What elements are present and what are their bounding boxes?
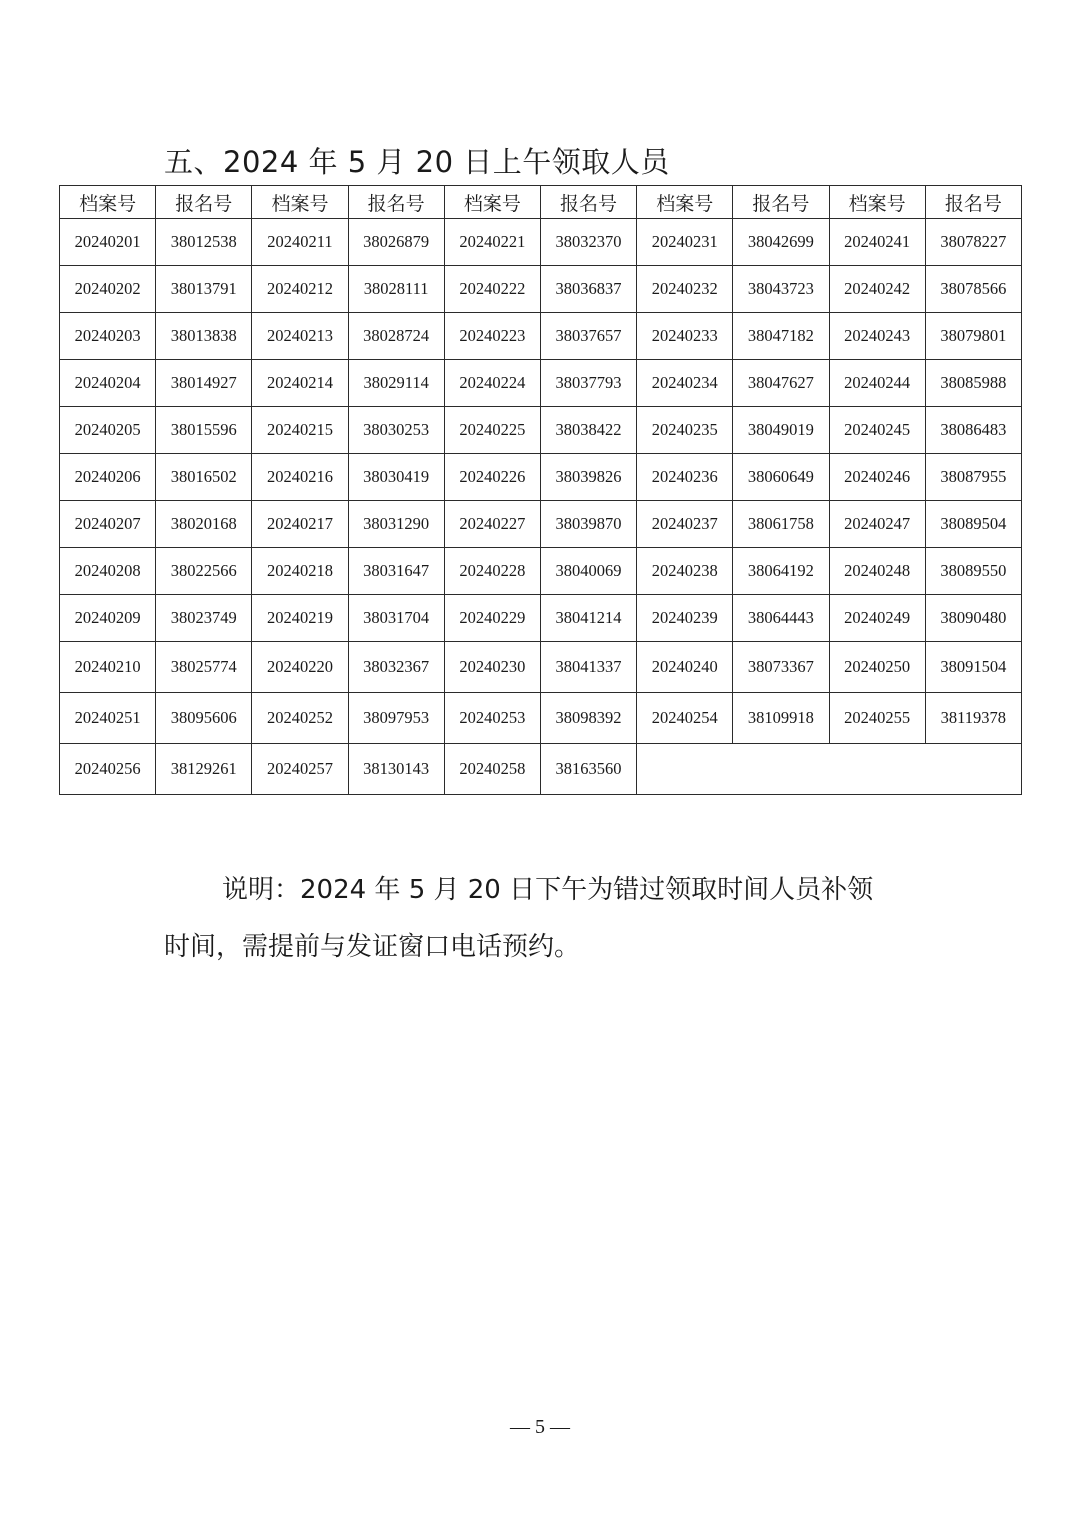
roster-table [59, 185, 1022, 795]
registration-number-cell: 38032367 [348, 642, 444, 693]
column-header: 报名号 [156, 186, 252, 219]
table-body [60, 219, 1022, 795]
file-number-cell: 20240208 [60, 548, 156, 595]
registration-number-cell: 38061758 [733, 501, 829, 548]
registration-number-cell: 38130143 [348, 744, 444, 795]
registration-number-cell: 38064192 [733, 548, 829, 595]
column-header: 报名号 [348, 186, 444, 219]
file-number-cell: 20240204 [60, 360, 156, 407]
registration-number-cell: 38086483 [925, 407, 1021, 454]
registration-number-cell: 38109918 [733, 693, 829, 744]
file-number-cell: 20240258 [444, 744, 540, 795]
table-row [60, 501, 1022, 548]
column-header: 档案号 [829, 186, 925, 219]
registration-number-cell: 38013838 [156, 313, 252, 360]
registration-number-cell: 38090480 [925, 595, 1021, 642]
registration-number-cell: 38022566 [156, 548, 252, 595]
registration-number-cell: 38042699 [733, 219, 829, 266]
column-header: 报名号 [733, 186, 829, 219]
table-header-row [60, 186, 1022, 219]
file-number-cell: 20240243 [829, 313, 925, 360]
column-header: 档案号 [444, 186, 540, 219]
registration-number-cell: 38030253 [348, 407, 444, 454]
file-number-cell: 20240237 [637, 501, 733, 548]
file-number-cell: 20240226 [444, 454, 540, 501]
file-number-cell: 20240238 [637, 548, 733, 595]
file-number-cell: 20240255 [829, 693, 925, 744]
registration-number-cell: 38026879 [348, 219, 444, 266]
table-row [60, 693, 1022, 744]
registration-number-cell: 38013791 [156, 266, 252, 313]
file-number-cell: 20240242 [829, 266, 925, 313]
file-number-cell: 20240225 [444, 407, 540, 454]
registration-number-cell: 38078227 [925, 219, 1021, 266]
file-number-cell: 20240206 [60, 454, 156, 501]
registration-number-cell: 38163560 [540, 744, 636, 795]
file-number-cell: 20240210 [60, 642, 156, 693]
registration-number-cell: 38031290 [348, 501, 444, 548]
file-number-cell: 20240253 [444, 693, 540, 744]
file-number-cell: 20240207 [60, 501, 156, 548]
registration-number-cell: 38098392 [540, 693, 636, 744]
file-number-cell: 20240248 [829, 548, 925, 595]
file-number-cell: 20240220 [252, 642, 348, 693]
note-line-2: 时间，需提前与发证窗口电话预约。 [164, 932, 581, 962]
table-row [60, 266, 1022, 313]
registration-number-cell: 38014927 [156, 360, 252, 407]
file-number-cell: 20240254 [637, 693, 733, 744]
file-number-cell: 20240236 [637, 454, 733, 501]
registration-number-cell: 38030419 [348, 454, 444, 501]
page-number: — 5 — [510, 1416, 570, 1438]
file-number-cell: 20240231 [637, 219, 733, 266]
file-number-cell: 20240233 [637, 313, 733, 360]
registration-number-cell: 38079801 [925, 313, 1021, 360]
registration-number-cell: 38031647 [348, 548, 444, 595]
column-header: 档案号 [252, 186, 348, 219]
file-number-cell: 20240232 [637, 266, 733, 313]
column-header: 档案号 [637, 186, 733, 219]
column-header: 报名号 [925, 186, 1021, 219]
column-header: 报名号 [540, 186, 636, 219]
registration-number-cell: 38041214 [540, 595, 636, 642]
file-number-cell: 20240218 [252, 548, 348, 595]
file-number-cell: 20240257 [252, 744, 348, 795]
file-number-cell: 20240249 [829, 595, 925, 642]
registration-number-cell: 38032370 [540, 219, 636, 266]
registration-number-cell: 38089504 [925, 501, 1021, 548]
file-number-cell: 20240205 [60, 407, 156, 454]
registration-number-cell: 38025774 [156, 642, 252, 693]
registration-number-cell: 38119378 [925, 693, 1021, 744]
file-number-cell: 20240223 [444, 313, 540, 360]
registration-number-cell: 38015596 [156, 407, 252, 454]
table-row [60, 360, 1022, 407]
registration-number-cell: 38095606 [156, 693, 252, 744]
table-row [60, 407, 1022, 454]
table-row [60, 548, 1022, 595]
file-number-cell: 20240224 [444, 360, 540, 407]
registration-number-cell: 38040069 [540, 548, 636, 595]
column-header: 档案号 [60, 186, 156, 219]
table-row [60, 454, 1022, 501]
file-number-cell: 20240228 [444, 548, 540, 595]
registration-number-cell: 38023749 [156, 595, 252, 642]
file-number-cell: 20240245 [829, 407, 925, 454]
file-number-cell: 20240221 [444, 219, 540, 266]
note-line-1: 说明：2024 年 5 月 20 日下午为错过领取时间人员补领 [222, 875, 874, 905]
registration-number-cell: 38047627 [733, 360, 829, 407]
file-number-cell: 20240239 [637, 595, 733, 642]
note [164, 862, 944, 976]
registration-number-cell: 38041337 [540, 642, 636, 693]
file-number-cell: 20240251 [60, 693, 156, 744]
registration-number-cell: 38031704 [348, 595, 444, 642]
registration-number-cell: 38073367 [733, 642, 829, 693]
file-number-cell: 20240222 [444, 266, 540, 313]
registration-number-cell: 38037657 [540, 313, 636, 360]
file-number-cell: 20240211 [252, 219, 348, 266]
file-number-cell: 20240209 [60, 595, 156, 642]
file-number-cell: 20240216 [252, 454, 348, 501]
registration-number-cell: 38089550 [925, 548, 1021, 595]
file-number-cell: 20240214 [252, 360, 348, 407]
registration-number-cell: 38028724 [348, 313, 444, 360]
registration-number-cell: 38047182 [733, 313, 829, 360]
registration-number-cell: 38064443 [733, 595, 829, 642]
registration-number-cell: 38036837 [540, 266, 636, 313]
registration-number-cell: 38016502 [156, 454, 252, 501]
registration-number-cell: 38085988 [925, 360, 1021, 407]
registration-number-cell: 38129261 [156, 744, 252, 795]
registration-number-cell: 38020168 [156, 501, 252, 548]
file-number-cell: 20240234 [637, 360, 733, 407]
registration-number-cell: 38060649 [733, 454, 829, 501]
file-number-cell: 20240203 [60, 313, 156, 360]
table-row [60, 313, 1022, 360]
registration-number-cell: 38039826 [540, 454, 636, 501]
empty-cell [637, 744, 1022, 795]
file-number-cell: 20240227 [444, 501, 540, 548]
file-number-cell: 20240235 [637, 407, 733, 454]
registration-number-cell: 38038422 [540, 407, 636, 454]
registration-number-cell: 38037793 [540, 360, 636, 407]
section-title: 五、2024 年 5 月 20 日上午领取人员 [164, 145, 670, 179]
file-number-cell: 20240247 [829, 501, 925, 548]
file-number-cell: 20240215 [252, 407, 348, 454]
file-number-cell: 20240246 [829, 454, 925, 501]
table-row [60, 744, 1022, 795]
file-number-cell: 20240240 [637, 642, 733, 693]
file-number-cell: 20240219 [252, 595, 348, 642]
file-number-cell: 20240212 [252, 266, 348, 313]
file-number-cell: 20240213 [252, 313, 348, 360]
table-row [60, 595, 1022, 642]
file-number-cell: 20240252 [252, 693, 348, 744]
registration-number-cell: 38087955 [925, 454, 1021, 501]
registration-number-cell: 38043723 [733, 266, 829, 313]
registration-number-cell: 38012538 [156, 219, 252, 266]
registration-number-cell: 38029114 [348, 360, 444, 407]
table-row [60, 219, 1022, 266]
file-number-cell: 20240230 [444, 642, 540, 693]
registration-number-cell: 38039870 [540, 501, 636, 548]
file-number-cell: 20240250 [829, 642, 925, 693]
file-number-cell: 20240256 [60, 744, 156, 795]
registration-number-cell: 38028111 [348, 266, 444, 313]
file-number-cell: 20240244 [829, 360, 925, 407]
file-number-cell: 20240201 [60, 219, 156, 266]
registration-number-cell: 38091504 [925, 642, 1021, 693]
registration-number-cell: 38097953 [348, 693, 444, 744]
file-number-cell: 20240241 [829, 219, 925, 266]
file-number-cell: 20240202 [60, 266, 156, 313]
table-row [60, 642, 1022, 693]
registration-number-cell: 38078566 [925, 266, 1021, 313]
file-number-cell: 20240229 [444, 595, 540, 642]
file-number-cell: 20240217 [252, 501, 348, 548]
registration-number-cell: 38049019 [733, 407, 829, 454]
